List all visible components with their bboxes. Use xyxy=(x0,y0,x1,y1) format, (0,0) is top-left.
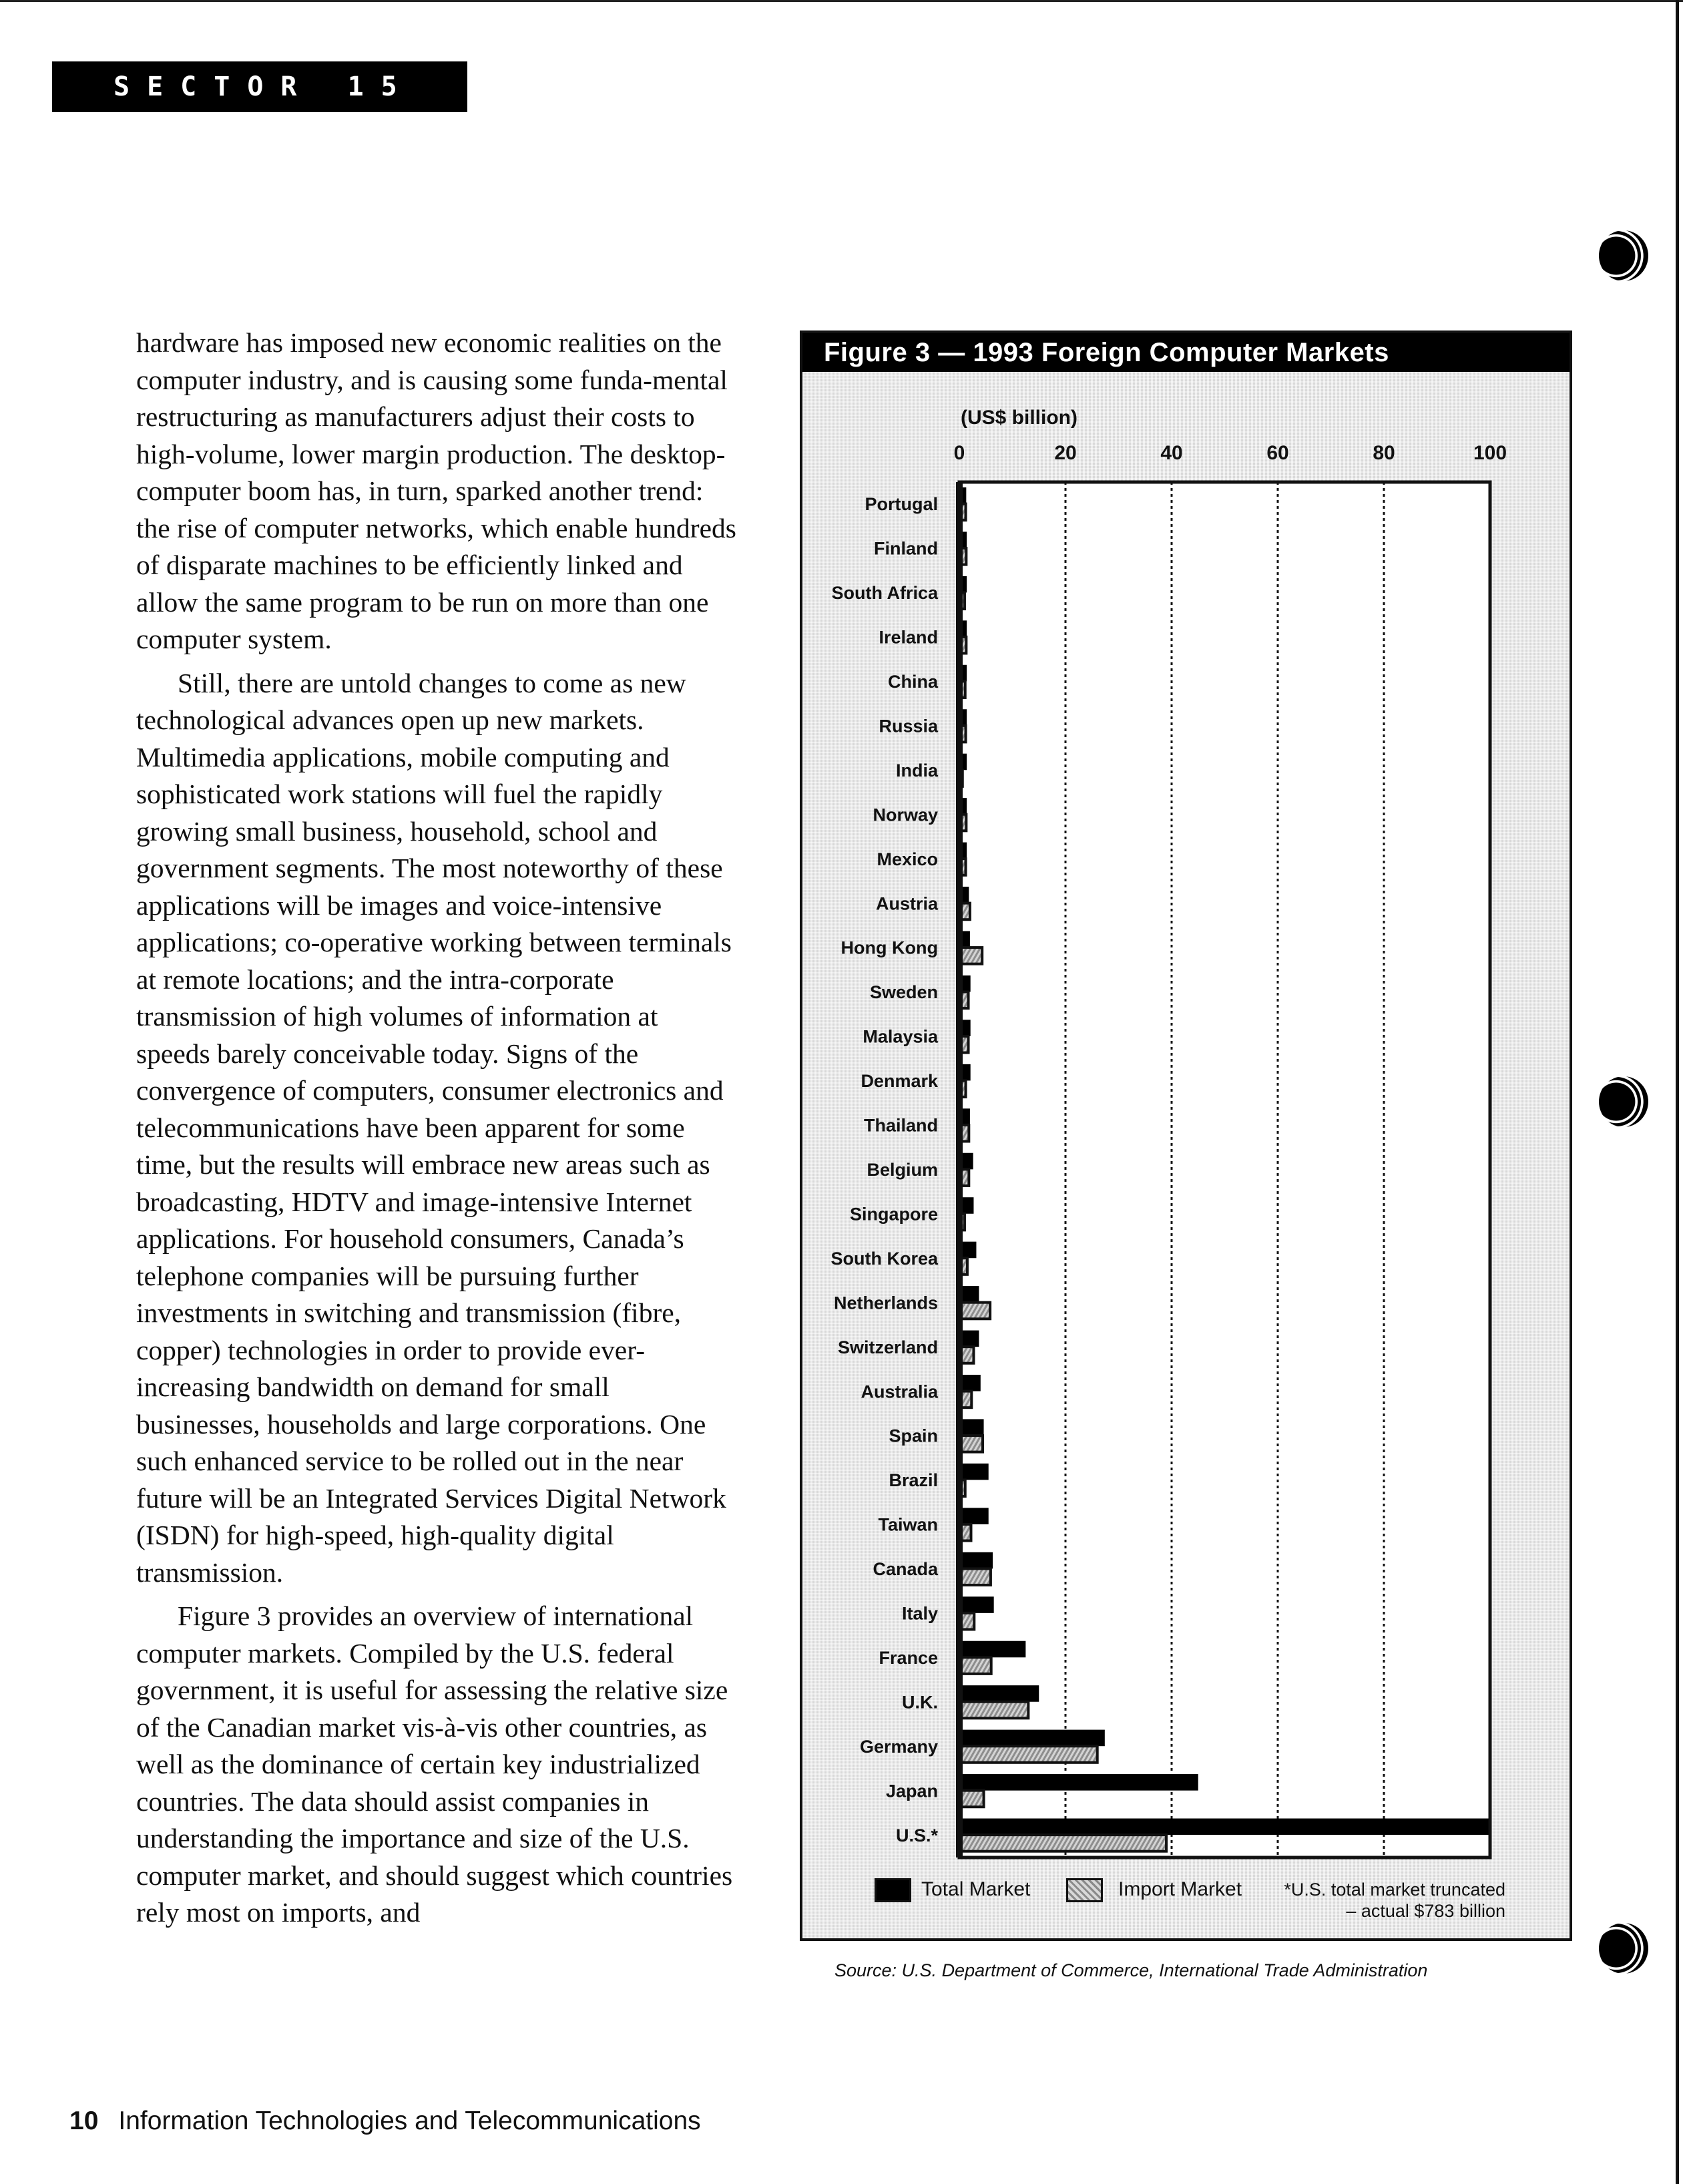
category-label: Taiwan xyxy=(878,1514,938,1535)
category-label: Germany xyxy=(859,1736,938,1757)
bar-import xyxy=(959,1657,991,1674)
note-line-1: *U.S. total market truncated xyxy=(1284,1880,1505,1900)
category-label: Canada xyxy=(873,1559,938,1580)
bar-import xyxy=(959,1702,1028,1719)
publication-title: Information Technologies and Telecommunications xyxy=(118,2107,701,2135)
category-label: Japan xyxy=(885,1781,938,1801)
paragraph-3: Figure 3 provides an overview of international computer markets. Compiled by the U.S. federal government, it is useful for assessing the relative size of the Canadian market vis-à-vis other countries, as well as the dominance of certain key industrialized countries. The data should assist companies in understanding the importance and size of the U.S. computer market, and should suggest which countries rely most on imports, and xyxy=(136,1600,733,1928)
category-label: Brazil xyxy=(889,1470,938,1491)
paragraph-2: Still, there are untold changes to come as new technological advances open up new markets. Multimedia applications, mobile computing and sophisticated work stations will fuel the rapidly growing small business, household, school and government segments. The most noteworthy of these applications will be images and voice-intensive applications; co-operative working between terminals at remote locations; and the intra-corporate transmission of high volumes of information at speeds barely conceivable today. Signs of the convergence of computers, consumer electronics and telecommunications have been apparent for some time, but the results will embrace new areas such as broadcasting, HDTV and image-intensive Internet applications. For household consumers, Canada’s telephone companies will be pursuing further investments in switching and transmission (fibre, copper) technologies in order to provide ever-increasing bandwidth on demand for small businesses, households and large corporations. One such enhanced service to be rolled out in the near future will be an Integrated Services Digital Network (ISDN) for high-speed, high-quality digital transmission. xyxy=(136,667,732,1588)
category-label: Netherlands xyxy=(833,1293,938,1313)
category-label: Portugal xyxy=(865,494,938,515)
bar-total xyxy=(959,1819,1490,1835)
sector-banner: SECTOR 15 xyxy=(52,61,467,112)
category-label: South Africa xyxy=(831,583,938,604)
category-label: Australia xyxy=(861,1381,938,1402)
category-label: Austria xyxy=(875,893,938,914)
category-label: Switzerland xyxy=(837,1337,938,1357)
category-label: U.K. xyxy=(902,1692,938,1713)
category-label: South Korea xyxy=(830,1248,938,1269)
x-tick-label: 40 xyxy=(1160,442,1183,464)
x-tick-label: 80 xyxy=(1373,442,1395,464)
bar-import xyxy=(959,1835,1166,1851)
x-tick-label: 60 xyxy=(1266,442,1289,464)
bar-total xyxy=(959,1596,994,1613)
legend-swatch-total xyxy=(875,1878,911,1902)
category-label: Malaysia xyxy=(863,1026,938,1047)
category-label: India xyxy=(895,760,938,781)
bar-import xyxy=(959,1568,991,1585)
x-tick-label: 100 xyxy=(1473,442,1507,464)
bar-total xyxy=(959,1685,1039,1702)
x-tick-label: 20 xyxy=(1054,442,1077,464)
category-label: Thailand xyxy=(863,1115,938,1136)
category-label: Mexico xyxy=(877,849,938,869)
note-line-2: – actual $783 billion xyxy=(1346,1901,1505,1921)
bar-total xyxy=(959,1508,989,1524)
bar-import xyxy=(959,1303,990,1319)
category-label: Belgium xyxy=(867,1160,938,1180)
category-label: Finland xyxy=(874,538,938,559)
figure-title: Figure 3 — 1993 Foreign Computer Markets xyxy=(802,333,1570,372)
bar-total xyxy=(959,1419,984,1436)
category-label: China xyxy=(887,672,938,692)
category-label: Denmark xyxy=(861,1071,938,1092)
legend-label-total: Total Market xyxy=(921,1878,1031,1900)
bar-total xyxy=(959,1730,1105,1747)
legend-label-import: Import Market xyxy=(1118,1878,1242,1900)
bar-total xyxy=(959,1552,993,1569)
x-axis-unit-label: (US$ billion) xyxy=(961,407,1077,429)
category-label: Singapore xyxy=(849,1204,938,1225)
figure-source: Source: U.S. Department of Commerce, International Trade Administration xyxy=(834,1960,1428,1980)
category-label: Sweden xyxy=(869,982,938,1003)
category-label: Ireland xyxy=(879,627,938,648)
page-number: 10 xyxy=(69,2107,99,2135)
bar-total xyxy=(959,1464,989,1480)
plot-area xyxy=(959,482,1490,1858)
category-label: U.S.* xyxy=(895,1825,938,1845)
bar-import xyxy=(959,1436,983,1452)
category-label: France xyxy=(879,1647,938,1668)
bar-total xyxy=(959,1641,1025,1658)
page-footer xyxy=(69,2107,701,2136)
legend-swatch-import xyxy=(1066,1878,1103,1902)
category-label: Norway xyxy=(873,805,938,825)
category-label: Hong Kong xyxy=(840,937,938,958)
x-tick-label: 0 xyxy=(953,442,965,464)
bar-import xyxy=(959,1791,984,1807)
bar-import xyxy=(959,1746,1098,1763)
us-truncation-note xyxy=(1255,1879,1505,1922)
bar-import xyxy=(959,947,982,964)
category-label: Italy xyxy=(901,1603,938,1624)
category-label: Spain xyxy=(889,1426,938,1446)
bar-total xyxy=(959,1774,1198,1791)
paragraph-1: hardware has imposed new economic realities on the computer industry, and is causing some funda-mental restructuring as manufacturers adjust their costs to high-volume, lower margin production. The desktop-computer boom has, in turn, sparked another trend: the rise of computer networks, which enable hundreds of disparate machines to be efficiently linked and allow the same program to be run on more than one computer system. xyxy=(136,327,736,654)
category-label: Russia xyxy=(879,716,938,736)
